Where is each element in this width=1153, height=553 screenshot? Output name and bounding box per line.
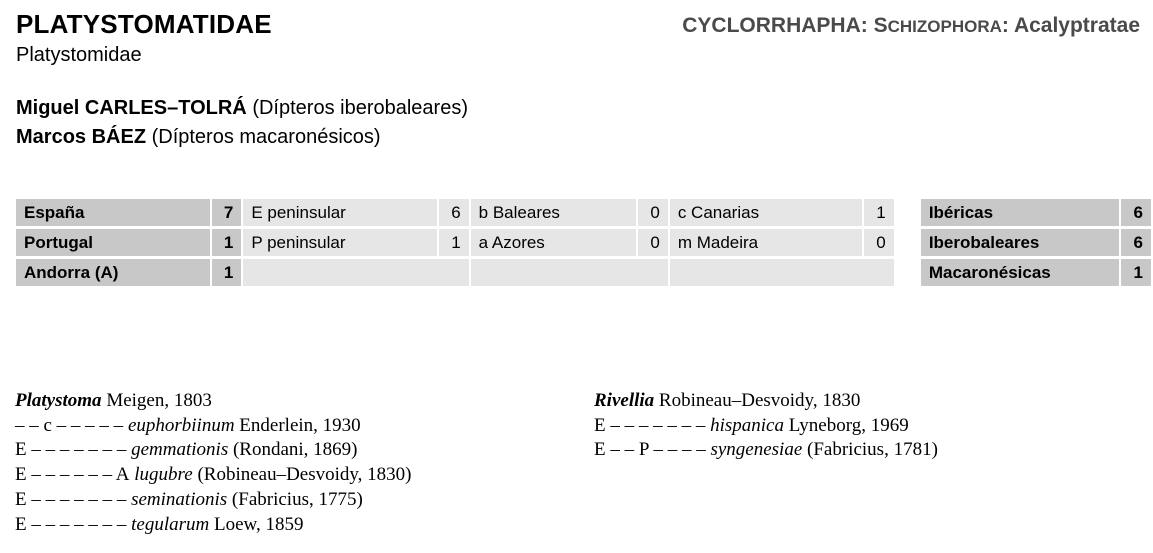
species-author: (Rondani, 1869) — [232, 439, 358, 461]
region-label: E peninsular — [243, 199, 437, 229]
genus-name: Rivellia — [594, 390, 655, 411]
summary-count: 6 — [1121, 229, 1151, 259]
genus-name: Platystoma — [15, 390, 102, 411]
country-count: 7 — [212, 199, 242, 229]
species-entry — [15, 414, 412, 439]
country-label: España — [16, 199, 210, 229]
species-entry — [15, 488, 412, 513]
species-entry — [15, 438, 412, 463]
author-name: Marcos BÁEZ — [16, 126, 147, 148]
distribution-codes: E – – – – – – – — [15, 439, 127, 461]
species-author: Enderlein, 1930 — [239, 414, 361, 436]
country-count: 1 — [212, 229, 242, 259]
country-label: Portugal — [16, 229, 210, 259]
distribution-codes: E – – – – – – A — [15, 464, 130, 486]
region-count: 6 — [439, 199, 469, 229]
species-epithet: seminationis — [131, 488, 228, 510]
species-epithet: tegularum — [131, 513, 210, 535]
species-entry — [594, 438, 938, 463]
species-epithet: euphorbiinum — [127, 414, 235, 436]
summary-label: Iberobaleares — [921, 229, 1120, 259]
region-count: 1 — [864, 199, 894, 229]
country-label: Andorra (A) — [16, 259, 210, 289]
genus-heading — [15, 389, 412, 414]
author-line — [16, 97, 468, 120]
summary-count: 1 — [1121, 259, 1151, 289]
classification-separator: : — [860, 14, 874, 37]
region-count: 0 — [638, 229, 668, 259]
country-count: 1 — [212, 259, 242, 289]
distribution-codes: E – – – – – – – — [15, 513, 127, 535]
author-role: (Dípteros iberobaleares) — [252, 97, 468, 119]
summary-label: Macaronésicas — [921, 259, 1120, 289]
species-author: Loew, 1859 — [213, 513, 304, 535]
region-label: b Baleares — [471, 199, 637, 229]
species-entry — [15, 463, 412, 488]
species-entry — [594, 414, 938, 439]
family-title: PLATYSTOMATIDAE — [16, 9, 272, 39]
species-epithet: gemmationis — [131, 439, 229, 461]
distribution-codes: – – c – – – – – — [15, 414, 124, 436]
table-gap — [896, 229, 919, 259]
count-row — [16, 229, 1151, 259]
region-count: 1 — [439, 229, 469, 259]
family-alternate-name: Platystomidae — [16, 44, 142, 66]
count-row — [16, 199, 1151, 229]
species-epithet: hispanica — [710, 414, 784, 436]
region-label: a Azores — [471, 229, 637, 259]
author-name: Miguel CARLES–TOLRÁ — [16, 97, 247, 119]
summary-count: 6 — [1121, 199, 1151, 229]
classification — [682, 14, 1140, 38]
classification-section-rest: CHIZOPHORA — [887, 17, 1002, 36]
species-author: (Fabricius, 1775) — [231, 488, 363, 510]
classification-suborder: CYCLORRHAPHA — [682, 14, 861, 37]
genus-heading — [594, 389, 938, 414]
distribution-codes: E – – P – – – – — [594, 439, 706, 461]
species-entry — [15, 513, 412, 538]
summary-label: Ibéricas — [921, 199, 1120, 229]
classification-separator: : — [1001, 14, 1014, 37]
count-row — [16, 259, 1151, 289]
distribution-codes: E – – – – – – – — [15, 488, 127, 510]
region-label: c Canarias — [670, 199, 862, 229]
genus-author: Robineau–Desvoidy, 1830 — [658, 390, 861, 411]
classification-group: Acalyptratae — [1013, 14, 1140, 37]
species-author: (Robineau–Desvoidy, 1830) — [197, 464, 412, 486]
distribution-codes: E – – – – – – – — [594, 414, 706, 436]
species-epithet: lugubre — [134, 464, 193, 486]
genus-block — [15, 389, 412, 537]
species-count-table — [14, 199, 1153, 289]
region-label: m Madeira — [670, 229, 862, 259]
region-label: P peninsular — [243, 229, 437, 259]
empty-cell — [471, 259, 668, 289]
empty-cell — [670, 259, 894, 289]
region-count: 0 — [864, 229, 894, 259]
genus-block — [594, 389, 938, 463]
author-role: (Dípteros macaronésicos) — [151, 126, 381, 148]
genus-author: Meigen, 1803 — [106, 390, 212, 411]
author-line — [16, 126, 381, 149]
table-gap — [896, 199, 919, 229]
table-gap — [896, 259, 919, 289]
empty-cell — [243, 259, 468, 289]
species-author: Lyneborg, 1969 — [788, 414, 909, 436]
classification-section-initial: S — [873, 14, 888, 37]
region-count: 0 — [638, 199, 668, 229]
species-author: (Fabricius, 1781) — [807, 439, 938, 461]
species-epithet: syngenesiae — [710, 439, 803, 461]
